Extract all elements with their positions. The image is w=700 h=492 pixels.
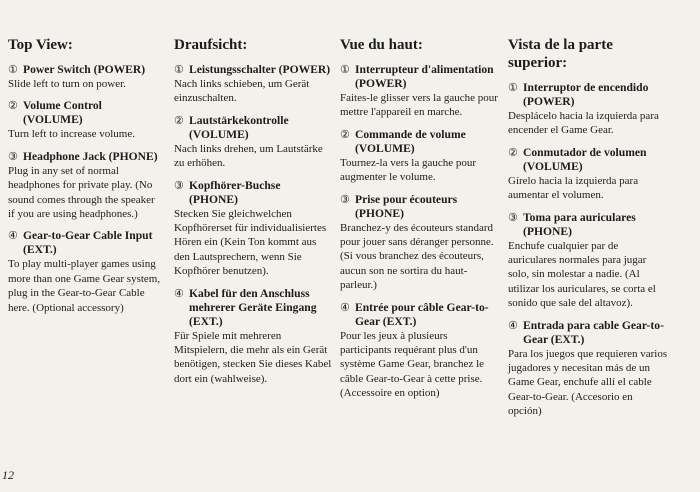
item-description: Branchez-y des écouteurs standard pour jouer sans déranger personne. (Si vous branchez des écouteurs, aucun son ne sortira du haut-parleur.) [340,221,494,292]
list-item [174,287,332,387]
item-description: Stecken Sie gleichwelchen Kopfhörerset für individualisiertes Hören ein (Kein Ton kommt aus den Lautsprechern, wenn Sie Kopfhörer benutzen). [174,207,327,278]
item-heading: Toma para auriculares (PHONE) [523,210,636,238]
list-item [508,81,668,138]
item-description: Nach links drehen, um Lautstärke zu erhöhen. [174,142,323,170]
list-item [508,319,668,419]
item-heading: Headphone Jack (PHONE) [23,149,158,163]
item-heading: Commande de volume (VOLUME) [355,127,466,155]
list-item [8,63,163,91]
item-heading: Leistungsschalter (POWER) [189,63,331,76]
list-item [508,146,668,203]
item-description: Plug in any set of normal headphones for private play. (No sound comes through the speaker if you are using headphones.) [8,164,155,221]
column-title: Vue du haut: [340,37,423,53]
column-title: Draufsicht: [174,37,248,53]
item-number: ② [508,146,518,159]
item-number: ① [8,64,18,76]
list-item [174,114,332,171]
item-heading: Entrée pour câble Gear-to-Gear (EXT.) [355,300,489,328]
column-german [174,36,332,394]
item-heading: Kabel für den Anschluss mehrerer Geräte Eingang (EXT.) [189,286,317,328]
item-heading: Interrupteur d'alimentation (POWER) [355,63,494,90]
item-heading: Kopfhörer-Buchse (PHONE) [189,178,281,206]
list-item [340,128,498,185]
item-number: ④ [8,230,18,243]
item-number: ① [508,82,518,94]
list-item [508,211,668,311]
item-number: ① [174,64,184,76]
item-description: Slide left to turn on power. [8,78,126,90]
item-heading: Prise pour écouteurs (PHONE) [355,192,458,220]
item-description: To play multi-player games using more than one Game Gear system, plug in the Gear-to-Gear Cable here. (Optional accessory) [8,258,161,314]
item-description: Para los juegos que requieren varios jugadores y necesitan más de un Game Gear, enchufe allí el cable Gear-to-Gear. (Accesorio en opción) [508,347,668,418]
column-title: Top View: [8,37,73,53]
column-french [340,36,498,409]
item-description: Turn left to increase volume. [8,128,135,141]
item-number: ③ [174,179,184,192]
item-description: Gírelo hacia la izquierda para aumentar el volumen. [508,174,639,202]
item-number: ④ [340,301,350,314]
item-number: ④ [508,319,518,332]
item-description: Tournez-la vers la gauche pour augmenter le volume. [340,156,477,184]
list-item [174,63,332,106]
item-description: Desplácelo hacia la izquierda para encender el Game Gear. [508,110,659,137]
item-number: ③ [340,193,350,206]
item-heading: Lautstärkekontrolle (VOLUME) [189,113,289,141]
item-heading: Gear-to-Gear Cable Input (EXT.) [23,229,153,257]
item-heading: Volume Control (VOLUME) [23,99,102,127]
item-number: ③ [508,211,518,224]
list-item [8,150,163,222]
item-description: Für Spiele mit mehreren Mitspielern, die mehr als ein Gerät benötigen, stecken Sie dieses Kabel dort ein (wahlweise). [174,329,332,385]
list-item [340,193,498,293]
item-number: ② [8,100,18,113]
item-heading: Conmutador de volumen (VOLUME) [523,145,647,173]
column-title: Vista de la parte superior: [508,37,613,71]
column-english [8,36,163,323]
list-item [340,301,498,401]
item-description: Pour les jeux à plusieurs participants requérant plus d'un système Game Gear, branchez le câble Gear-to-Gear à cette prise. (Accessoire en option) [340,329,485,400]
item-number: ② [174,114,184,127]
item-number: ④ [174,287,184,300]
item-number: ③ [8,150,18,163]
item-heading: Interruptor de encendido (POWER) [523,81,649,108]
list-item [8,229,163,315]
page-number: 12 [2,468,14,482]
item-description: Faites-le glisser vers la gauche pour mettre l'appareil en marche. [340,92,498,119]
item-description: Enchufe cualquier par de auriculares normales para jugar solo, sin molestar a nadie. (Al utilizar los auriculares, se corta el sonido que sale del altavoz). [508,239,656,310]
item-number: ① [340,64,350,76]
list-item [8,99,163,141]
column-spanish [508,36,668,427]
item-heading: Entrada para cable Gear-to-Gear (EXT.) [523,318,664,346]
list-item [340,63,498,120]
item-description: Nach links schieben, um Gerät einzuschalten. [174,78,310,105]
item-heading: Power Switch (POWER) [23,63,146,76]
item-number: ② [340,128,350,141]
list-item [174,179,332,279]
